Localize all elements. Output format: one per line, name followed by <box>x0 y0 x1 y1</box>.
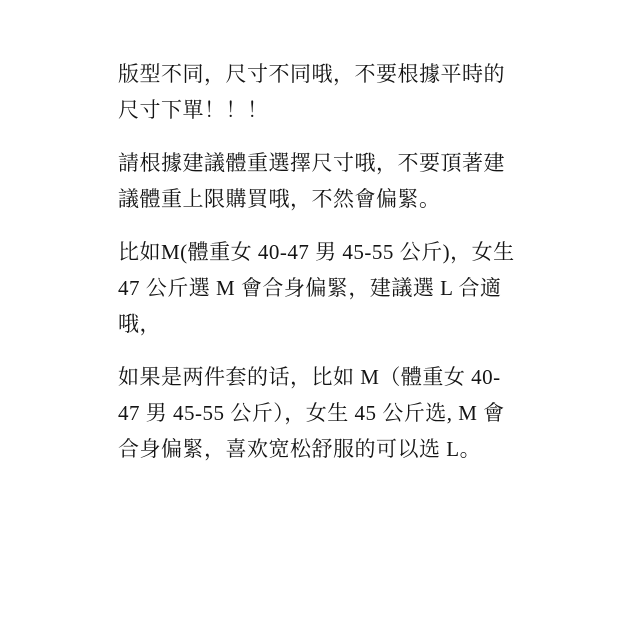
paragraph-size-m-example: 比如M(體重女 40-47 男 45-55 公斤)，女生 47 公斤選 M 會合身偏緊，建議選 L 合適哦， <box>118 240 521 336</box>
paragraph-two-piece-set-example: 如果是两件套的话，比如 M（體重女 40-47 男 45-55 公斤），女生 45 公斤选, M 會合身偏緊，喜欢宽松舒服的可以选 L。 <box>118 365 505 461</box>
paragraph-sizing-notice: 版型不同，尺寸不同哦，不要根據平時的尺寸下單！！！ <box>118 62 505 122</box>
paragraph-weight-recommendation: 請根據建議體重選擇尺寸哦，不要頂著建議體重上限購買哦，不然會偏緊。 <box>118 151 505 211</box>
